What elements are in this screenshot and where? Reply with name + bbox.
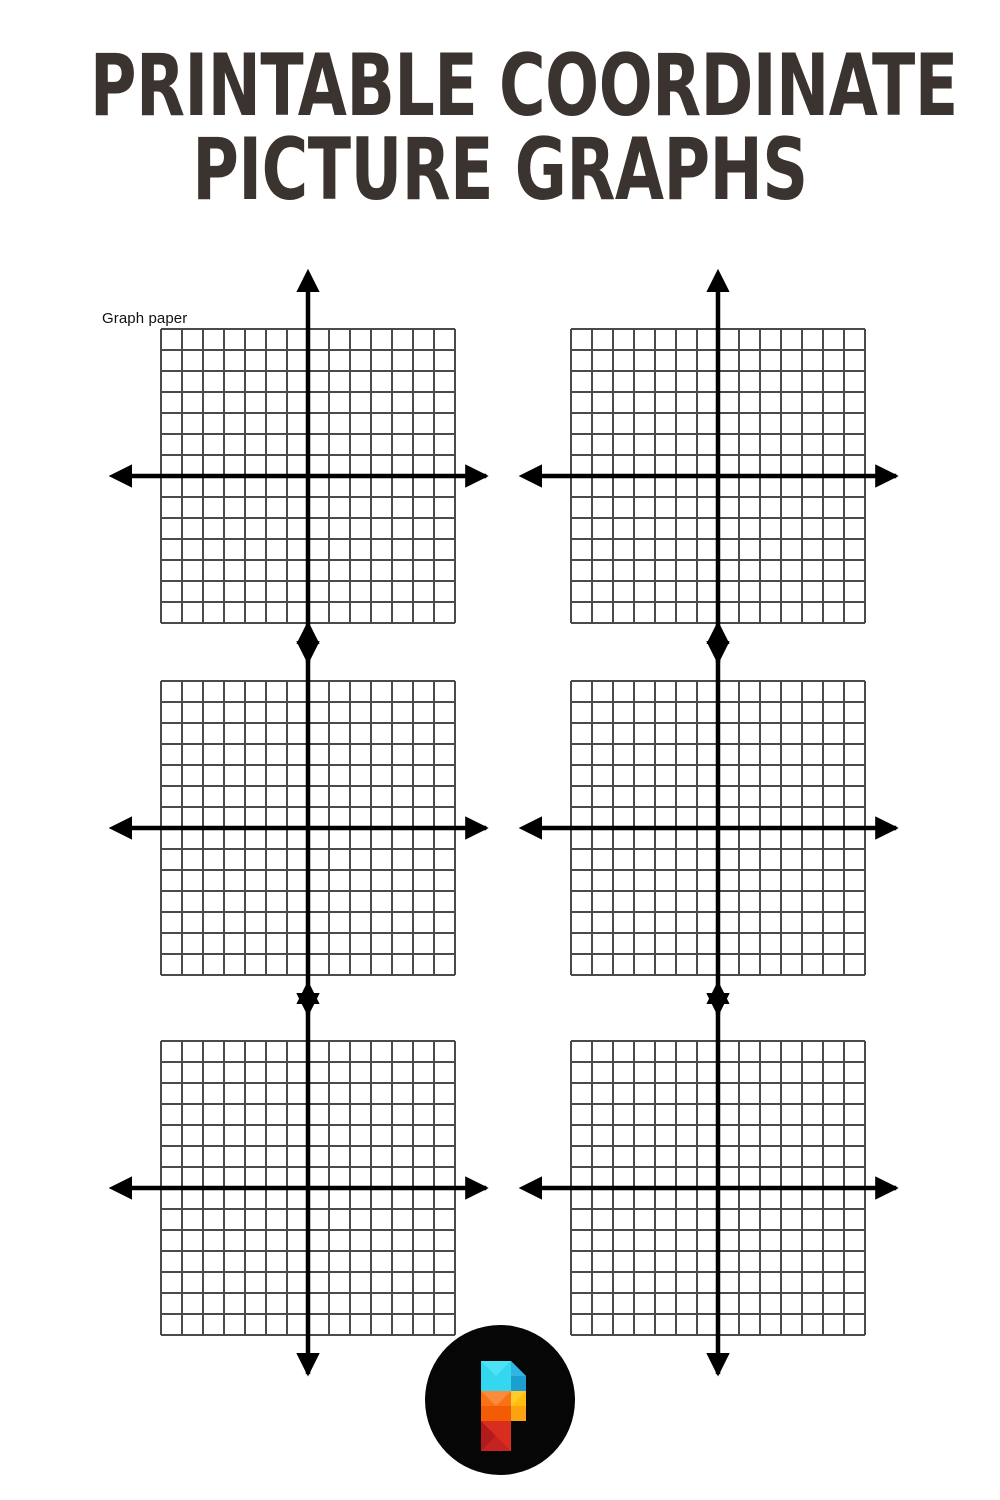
grid-svg	[112, 636, 504, 1020]
coordinate-grid-6	[568, 1042, 868, 1342]
grid-svg	[522, 284, 914, 668]
coordinate-grid-5	[158, 1042, 458, 1342]
page-title-line-1: PRINTABLE COORDINATE	[90, 36, 958, 136]
grid-svg	[112, 284, 504, 668]
page-title	[0, 36, 1000, 221]
coordinate-grid-1	[158, 330, 458, 630]
coordinate-grid-3	[158, 682, 458, 982]
coordinate-grid-4	[568, 682, 868, 982]
grid-svg	[522, 636, 914, 1020]
site-logo	[425, 1325, 575, 1475]
grid-svg	[522, 996, 914, 1380]
logo-ribbon-icon	[425, 1325, 575, 1475]
graph-paper-caption: Graph paper	[102, 310, 188, 327]
grid-svg	[112, 996, 504, 1380]
page-title-line-2: PICTURE GRAPHS	[192, 120, 808, 221]
coordinate-grid-2	[568, 330, 868, 630]
